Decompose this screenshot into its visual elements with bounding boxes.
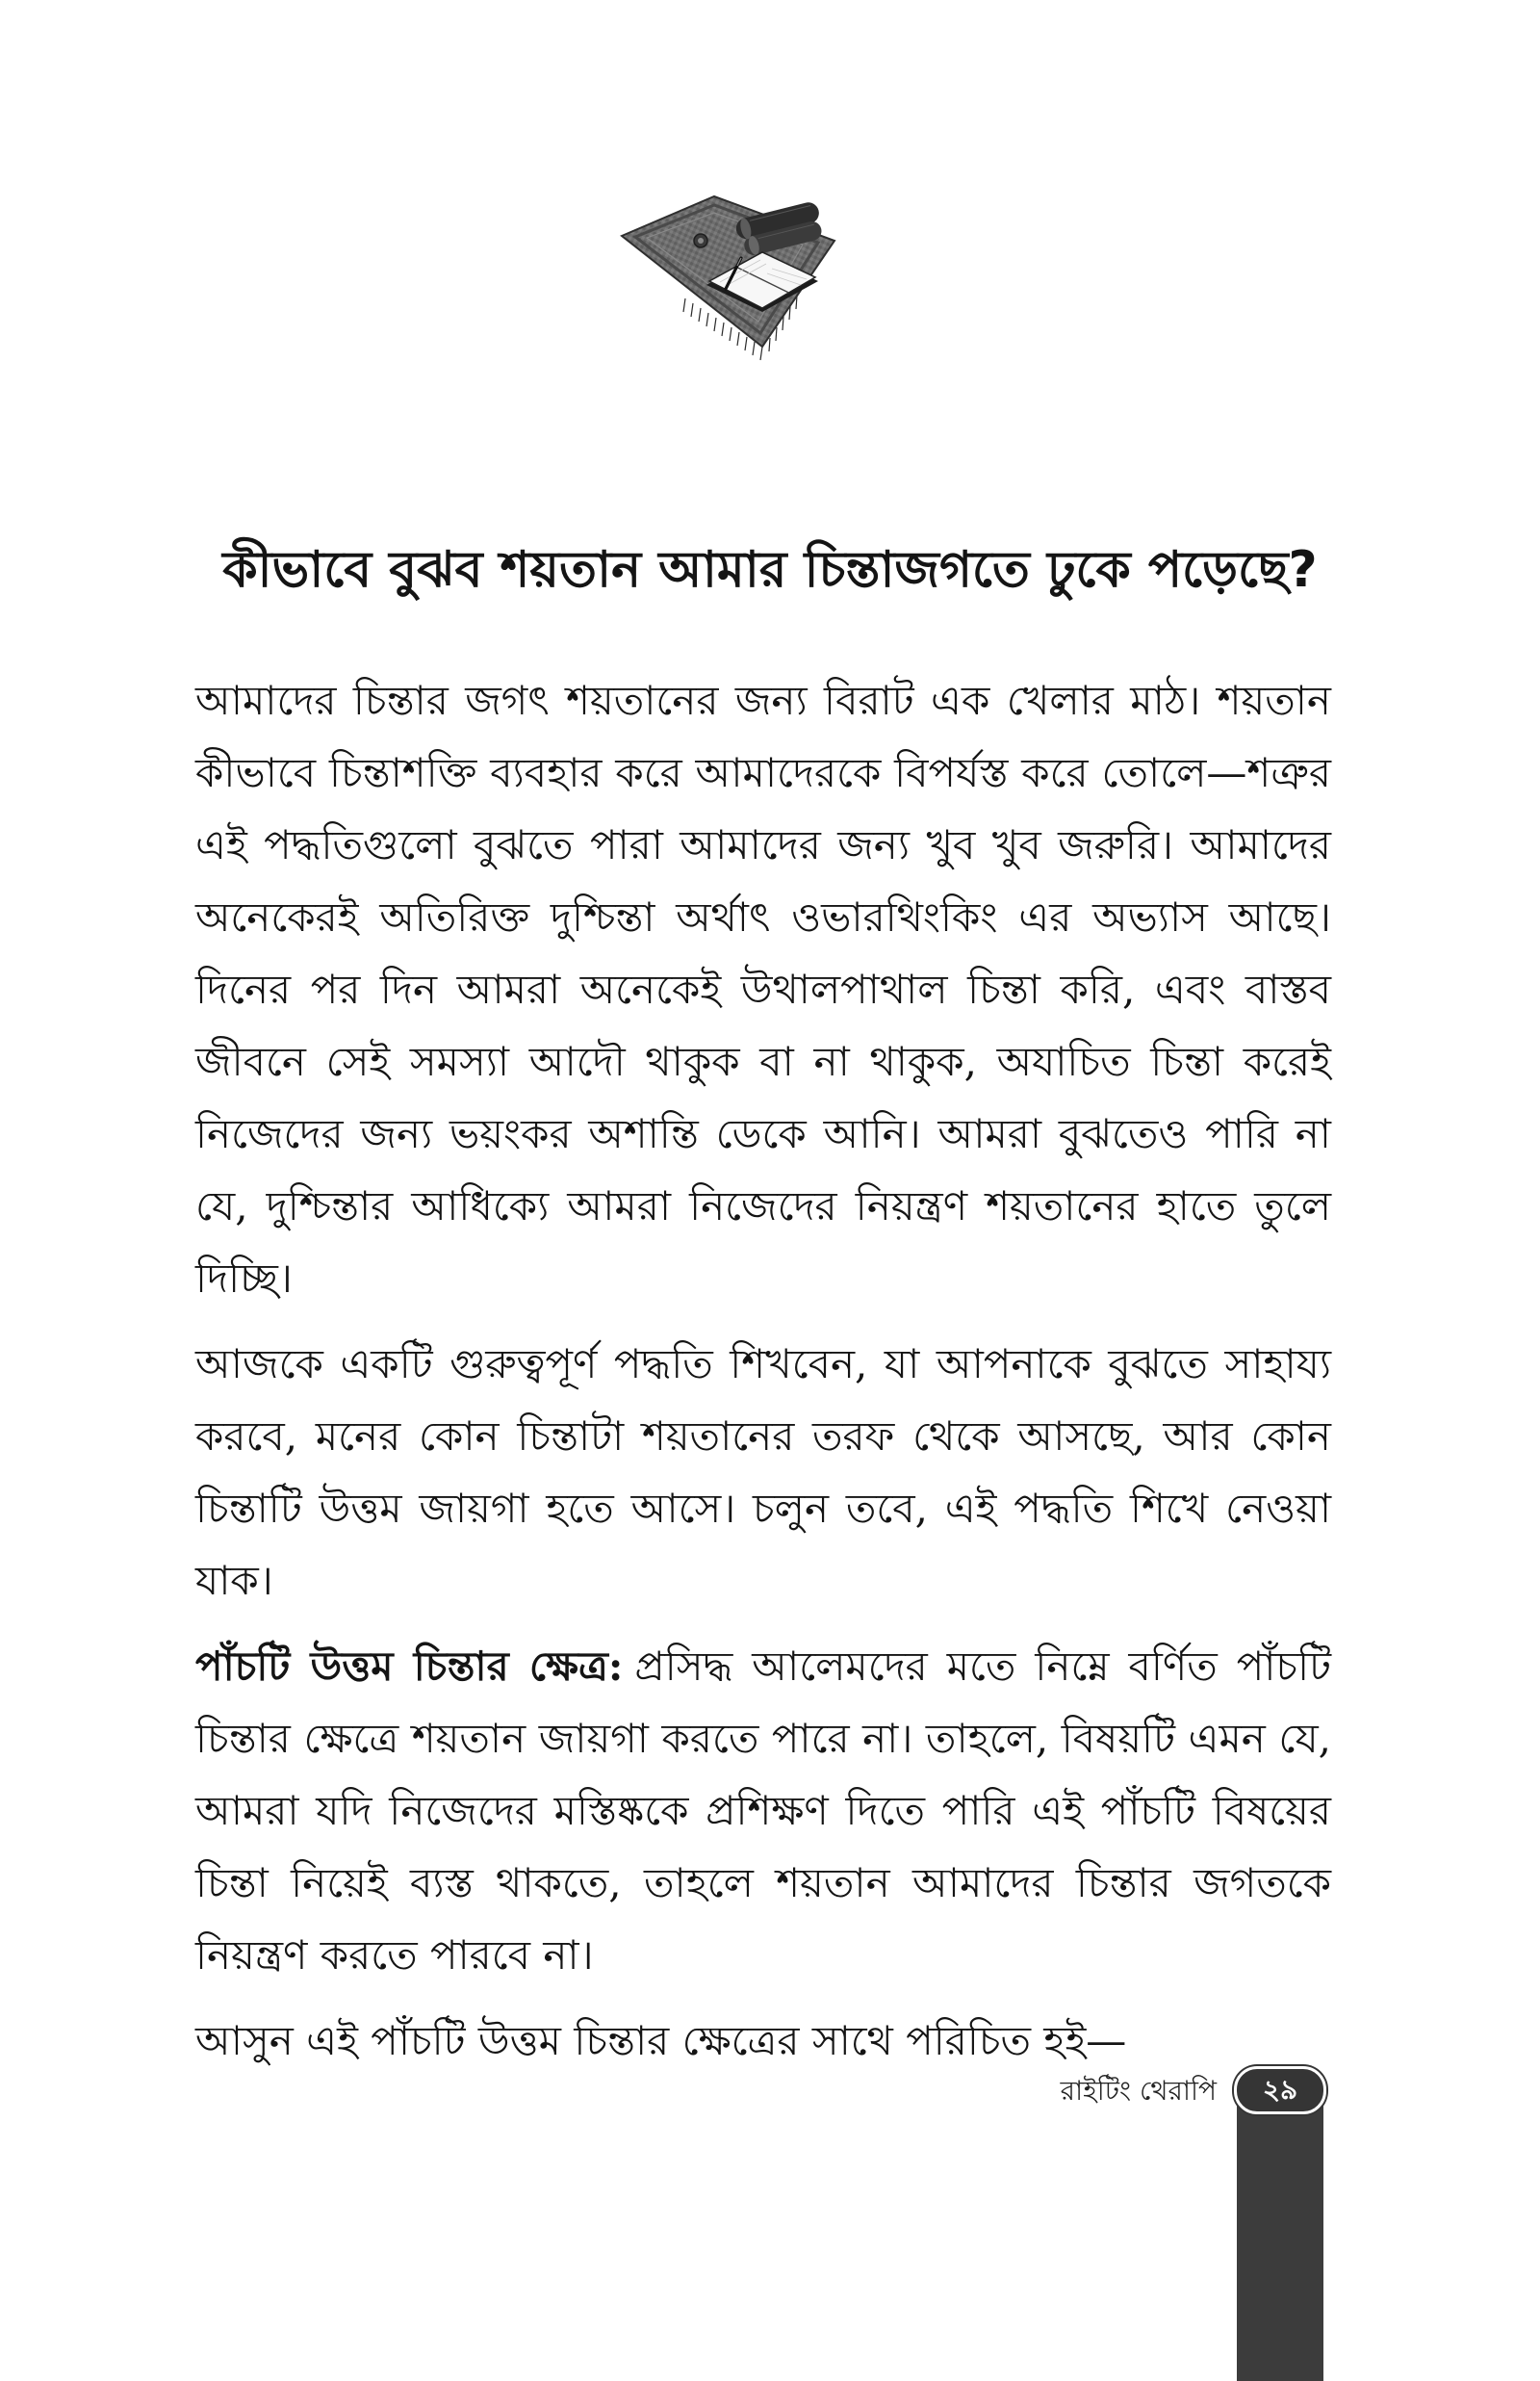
body-text <box>195 664 1331 2090</box>
closing-paragraph: আসুন এই পাঁচটি উত্তম চিন্তার ক্ষেত্রের সাথে পরিচিত হই— <box>195 2017 1127 2064</box>
page-edge-bar <box>1237 2095 1323 2381</box>
section-paragraph <box>195 1630 1331 1991</box>
section-lead: পাঁচটি উত্তম চিন্তার ক্ষেত্র: <box>195 1643 624 1690</box>
page-number-badge: ২৯ <box>1234 2066 1326 2114</box>
paragraph: আজকে একটি গুরুত্বপূর্ণ পদ্ধতি শিখবেন, যা আপনাকে বুঝতে সাহায্য করবে, মনের কোন চিন্তাটা শয়তানের তরফ থেকে আসছে, আর কোন চিন্তাটি উত্তম জায়গা হতে আসে। চলুন তবে, এই পদ্ধতি শিখে নেওয়া যাক। <box>195 1340 1331 1604</box>
running-footer-book-title: রাইটিং থেরাপি <box>1060 2075 1217 2107</box>
prayer-mat-notebook-svg <box>618 193 839 366</box>
paragraph: আমাদের চিন্তার জগৎ শয়তানের জন্য বিরাট এক খেলার মাঠ। শয়তান কীভাবে চিন্তাশক্তি ব্যবহার করে আমাদেরকে বিপর্যস্ত করে তোলে—শত্রুর এই পদ্ধতিগুলো বুঝতে পারা আমাদের জন্য খুব খুব জরুরি। আমাদের অনেকেরই অতিরিক্ত দুশ্চিন্তা অর্থাৎ ওভারথিংকিং এর অভ্যাস আছে। দিনের পর দিন আমরা অনেকেই উথালপাথাল চিন্তা করি, এবং বাস্তব জীবনে সেই সমস্যা আদৌ থাকুক বা না থাকুক, অযাচিত চিন্তা করেই নিজেদের জন্য ভয়ংকর অশান্তি ডেকে আনি। আমরা বুঝতেও পারি না যে, দুশ্চিন্তার আধিক্যে আমরা নিজেদের নিয়ন্ত্রণ শয়তানের হাতে তুলে দিচ্ছি। <box>195 677 1331 1302</box>
prayer-mat-notebook-icon <box>618 193 839 366</box>
page-title: কীভাবে বুঝব শয়তান আমার চিন্তাজগতে ঢুকে পড়েছে? <box>222 541 1318 599</box>
section-text: প্রসিদ্ধ আলেমদের মতে নিম্নে বর্ণিত পাঁচটি চিন্তার ক্ষেত্রে শয়তান জায়গা করতে পারে না। তাহলে, বিষয়টি এমন যে, আমরা যদি নিজেদের মস্তিষ্ককে প্রশিক্ষণ দিতে পারি এই পাঁচটি বিষয়ের চিন্তা নিয়েই ব্যস্ত থাকতে, তাহলে শয়তান আমাদের চিন্তার জগতকে নিয়ন্ত্রণ করতে পারবে না। <box>195 1643 1331 1979</box>
